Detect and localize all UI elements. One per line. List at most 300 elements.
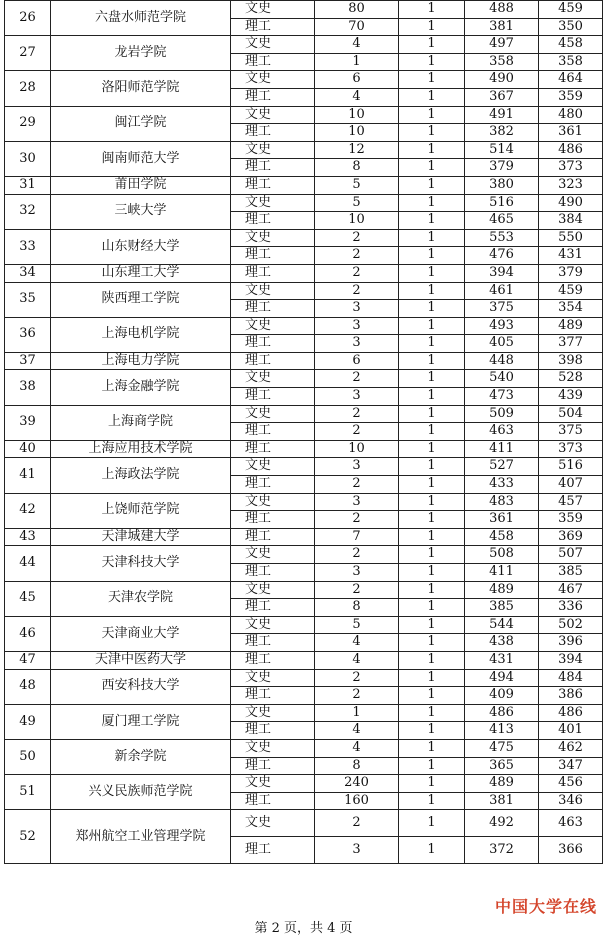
min-score: 457 — [539, 493, 603, 511]
row-number: 35 — [5, 282, 51, 317]
plan-count: 2 — [315, 282, 399, 300]
row-number: 52 — [5, 810, 51, 864]
batch-code: 1 — [399, 282, 465, 300]
school-name: 天津商业大学 — [51, 616, 231, 651]
max-score: 381 — [465, 792, 539, 810]
min-score: 366 — [539, 837, 603, 864]
max-score: 488 — [465, 1, 539, 19]
max-score: 409 — [465, 687, 539, 705]
row-number: 50 — [5, 739, 51, 774]
batch-code: 1 — [399, 106, 465, 124]
min-score: 379 — [539, 264, 603, 282]
max-score: 492 — [465, 810, 539, 837]
plan-count: 2 — [315, 229, 399, 247]
table-row — [5, 370, 603, 388]
subject-category: 理工 — [231, 53, 315, 71]
min-score: 347 — [539, 757, 603, 775]
row-number: 32 — [5, 194, 51, 229]
table-row — [5, 704, 603, 722]
max-score: 438 — [465, 634, 539, 652]
min-score: 458 — [539, 36, 603, 54]
subject-category: 理工 — [231, 722, 315, 740]
max-score: 527 — [465, 458, 539, 476]
school-name: 兴义民族师范学院 — [51, 775, 231, 810]
min-score: 377 — [539, 335, 603, 353]
school-name: 山东财经大学 — [51, 229, 231, 264]
table-row — [5, 229, 603, 247]
plan-count: 8 — [315, 599, 399, 617]
batch-code: 1 — [399, 141, 465, 159]
school-name: 西安科技大学 — [51, 669, 231, 704]
max-score: 475 — [465, 739, 539, 757]
max-score: 483 — [465, 493, 539, 511]
batch-code: 1 — [399, 440, 465, 458]
batch-code: 1 — [399, 370, 465, 388]
max-score: 361 — [465, 511, 539, 529]
plan-count: 3 — [315, 300, 399, 318]
school-name: 天津中医药大学 — [51, 651, 231, 669]
row-number: 33 — [5, 229, 51, 264]
max-score: 379 — [465, 159, 539, 177]
max-score: 461 — [465, 282, 539, 300]
batch-code: 1 — [399, 564, 465, 582]
batch-code: 1 — [399, 1, 465, 19]
subject-category: 文史 — [231, 282, 315, 300]
batch-code: 1 — [399, 704, 465, 722]
subject-category: 文史 — [231, 229, 315, 247]
table-row — [5, 493, 603, 511]
plan-count: 10 — [315, 440, 399, 458]
min-score: 350 — [539, 18, 603, 36]
batch-code: 1 — [399, 775, 465, 793]
table-row — [5, 317, 603, 335]
table-row — [5, 739, 603, 757]
max-score: 494 — [465, 669, 539, 687]
plan-count: 1 — [315, 53, 399, 71]
table-row — [5, 669, 603, 687]
max-score: 367 — [465, 88, 539, 106]
row-number: 28 — [5, 71, 51, 106]
row-number: 30 — [5, 141, 51, 176]
subject-category: 理工 — [231, 352, 315, 370]
plan-count: 5 — [315, 194, 399, 212]
min-score: 489 — [539, 317, 603, 335]
table-row — [5, 71, 603, 89]
subject-category: 理工 — [231, 159, 315, 177]
row-number: 44 — [5, 546, 51, 581]
table-row — [5, 106, 603, 124]
plan-count: 6 — [315, 352, 399, 370]
plan-count: 2 — [315, 581, 399, 599]
subject-category: 文史 — [231, 775, 315, 793]
plan-count: 4 — [315, 722, 399, 740]
school-name: 新余学院 — [51, 739, 231, 774]
school-name: 天津城建大学 — [51, 528, 231, 546]
batch-code: 1 — [399, 651, 465, 669]
max-score: 553 — [465, 229, 539, 247]
subject-category: 理工 — [231, 511, 315, 529]
max-score: 490 — [465, 71, 539, 89]
row-number: 36 — [5, 317, 51, 352]
plan-count: 3 — [315, 837, 399, 864]
plan-count: 3 — [315, 564, 399, 582]
max-score: 381 — [465, 18, 539, 36]
subject-category: 理工 — [231, 18, 315, 36]
batch-code: 1 — [399, 757, 465, 775]
subject-category: 文史 — [231, 1, 315, 19]
plan-count: 3 — [315, 458, 399, 476]
max-score: 385 — [465, 599, 539, 617]
subject-category: 文史 — [231, 194, 315, 212]
plan-count: 4 — [315, 36, 399, 54]
min-score: 463 — [539, 810, 603, 837]
plan-count: 7 — [315, 528, 399, 546]
row-number: 37 — [5, 352, 51, 370]
subject-category: 理工 — [231, 388, 315, 406]
plan-count: 80 — [315, 1, 399, 19]
max-score: 358 — [465, 53, 539, 71]
plan-count: 4 — [315, 739, 399, 757]
max-score: 516 — [465, 194, 539, 212]
school-name: 上海应用技术学院 — [51, 440, 231, 458]
subject-category: 文史 — [231, 704, 315, 722]
plan-count: 240 — [315, 775, 399, 793]
max-score: 514 — [465, 141, 539, 159]
max-score: 382 — [465, 124, 539, 142]
plan-count: 2 — [315, 687, 399, 705]
min-score: 431 — [539, 247, 603, 265]
max-score: 486 — [465, 704, 539, 722]
batch-code: 1 — [399, 71, 465, 89]
plan-count: 10 — [315, 124, 399, 142]
batch-code: 1 — [399, 511, 465, 529]
batch-code: 1 — [399, 317, 465, 335]
subject-category: 理工 — [231, 757, 315, 775]
batch-code: 1 — [399, 493, 465, 511]
school-name: 洛阳师范学院 — [51, 71, 231, 106]
subject-category: 理工 — [231, 423, 315, 441]
school-name: 上海政法学院 — [51, 458, 231, 493]
batch-code: 1 — [399, 837, 465, 864]
max-score: 372 — [465, 837, 539, 864]
batch-code: 1 — [399, 388, 465, 406]
school-name: 上海电力学院 — [51, 352, 231, 370]
max-score: 411 — [465, 440, 539, 458]
table-body — [5, 1, 603, 864]
min-score: 490 — [539, 194, 603, 212]
batch-code: 1 — [399, 616, 465, 634]
subject-category: 理工 — [231, 124, 315, 142]
max-score: 380 — [465, 176, 539, 194]
plan-count: 2 — [315, 370, 399, 388]
batch-code: 1 — [399, 300, 465, 318]
max-score: 458 — [465, 528, 539, 546]
batch-code: 1 — [399, 722, 465, 740]
max-score: 497 — [465, 36, 539, 54]
min-score: 394 — [539, 651, 603, 669]
batch-code: 1 — [399, 423, 465, 441]
school-name: 上海商学院 — [51, 405, 231, 440]
plan-count: 2 — [315, 476, 399, 494]
subject-category: 文史 — [231, 317, 315, 335]
school-name: 陕西理工学院 — [51, 282, 231, 317]
table-row — [5, 352, 603, 370]
plan-count: 6 — [315, 71, 399, 89]
plan-count: 3 — [315, 493, 399, 511]
subject-category: 文史 — [231, 739, 315, 757]
batch-code: 1 — [399, 739, 465, 757]
school-name: 闽江学院 — [51, 106, 231, 141]
subject-category: 理工 — [231, 247, 315, 265]
plan-count: 10 — [315, 106, 399, 124]
batch-code: 1 — [399, 792, 465, 810]
subject-category: 理工 — [231, 476, 315, 494]
school-name: 郑州航空工业管理学院 — [51, 810, 231, 864]
max-score: 540 — [465, 370, 539, 388]
row-number: 45 — [5, 581, 51, 616]
max-score: 473 — [465, 388, 539, 406]
row-number: 42 — [5, 493, 51, 528]
min-score: 504 — [539, 405, 603, 423]
batch-code: 1 — [399, 229, 465, 247]
max-score: 544 — [465, 616, 539, 634]
min-score: 407 — [539, 476, 603, 494]
min-score: 396 — [539, 634, 603, 652]
row-number: 47 — [5, 651, 51, 669]
max-score: 491 — [465, 106, 539, 124]
row-number: 40 — [5, 440, 51, 458]
min-score: 459 — [539, 1, 603, 19]
min-score: 486 — [539, 704, 603, 722]
min-score: 507 — [539, 546, 603, 564]
plan-count: 10 — [315, 212, 399, 230]
batch-code: 1 — [399, 810, 465, 837]
min-score: 323 — [539, 176, 603, 194]
row-number: 41 — [5, 458, 51, 493]
subject-category: 文史 — [231, 458, 315, 476]
row-number: 38 — [5, 370, 51, 405]
plan-count: 2 — [315, 423, 399, 441]
max-score: 493 — [465, 317, 539, 335]
max-score: 431 — [465, 651, 539, 669]
batch-code: 1 — [399, 124, 465, 142]
min-score: 361 — [539, 124, 603, 142]
max-score: 489 — [465, 581, 539, 599]
school-name: 莆田学院 — [51, 176, 231, 194]
plan-count: 4 — [315, 634, 399, 652]
max-score: 463 — [465, 423, 539, 441]
min-score: 359 — [539, 88, 603, 106]
table-row — [5, 282, 603, 300]
subject-category: 理工 — [231, 651, 315, 669]
min-score: 384 — [539, 212, 603, 230]
min-score: 456 — [539, 775, 603, 793]
max-score: 411 — [465, 564, 539, 582]
plan-count: 2 — [315, 264, 399, 282]
batch-code: 1 — [399, 159, 465, 177]
plan-count: 5 — [315, 616, 399, 634]
min-score: 484 — [539, 669, 603, 687]
min-score: 467 — [539, 581, 603, 599]
min-score: 354 — [539, 300, 603, 318]
min-score: 528 — [539, 370, 603, 388]
max-score: 413 — [465, 722, 539, 740]
plan-count: 3 — [315, 335, 399, 353]
batch-code: 1 — [399, 669, 465, 687]
batch-code: 1 — [399, 528, 465, 546]
table-row — [5, 616, 603, 634]
batch-code: 1 — [399, 546, 465, 564]
row-number: 49 — [5, 704, 51, 739]
min-score: 373 — [539, 440, 603, 458]
subject-category: 理工 — [231, 264, 315, 282]
table-row — [5, 440, 603, 458]
row-number: 48 — [5, 669, 51, 704]
subject-category: 文史 — [231, 141, 315, 159]
plan-count: 8 — [315, 159, 399, 177]
row-number: 31 — [5, 176, 51, 194]
min-score: 346 — [539, 792, 603, 810]
batch-code: 1 — [399, 581, 465, 599]
table-row — [5, 546, 603, 564]
subject-category: 文史 — [231, 810, 315, 837]
batch-code: 1 — [399, 335, 465, 353]
min-score: 459 — [539, 282, 603, 300]
subject-category: 理工 — [231, 687, 315, 705]
subject-category: 文史 — [231, 370, 315, 388]
school-name: 天津科技大学 — [51, 546, 231, 581]
plan-count: 2 — [315, 810, 399, 837]
plan-count: 160 — [315, 792, 399, 810]
school-name: 闽南师范大学 — [51, 141, 231, 176]
subject-category: 理工 — [231, 176, 315, 194]
table-row — [5, 810, 603, 837]
batch-code: 1 — [399, 88, 465, 106]
batch-code: 1 — [399, 599, 465, 617]
school-name: 天津农学院 — [51, 581, 231, 616]
table-row — [5, 405, 603, 423]
subject-category: 文史 — [231, 581, 315, 599]
min-score: 386 — [539, 687, 603, 705]
plan-count: 2 — [315, 405, 399, 423]
admission-table — [4, 0, 603, 864]
subject-category: 文史 — [231, 546, 315, 564]
table-row — [5, 176, 603, 194]
batch-code: 1 — [399, 212, 465, 230]
subject-category: 理工 — [231, 528, 315, 546]
min-score: 550 — [539, 229, 603, 247]
subject-category: 理工 — [231, 599, 315, 617]
table-row — [5, 36, 603, 54]
batch-code: 1 — [399, 476, 465, 494]
max-score: 394 — [465, 264, 539, 282]
plan-count: 3 — [315, 388, 399, 406]
batch-code: 1 — [399, 458, 465, 476]
max-score: 476 — [465, 247, 539, 265]
subject-category: 理工 — [231, 440, 315, 458]
row-number: 43 — [5, 528, 51, 546]
school-name: 上饶师范学院 — [51, 493, 231, 528]
row-number: 34 — [5, 264, 51, 282]
subject-category: 文史 — [231, 71, 315, 89]
school-name: 山东理工大学 — [51, 264, 231, 282]
subject-category: 理工 — [231, 88, 315, 106]
subject-category: 理工 — [231, 564, 315, 582]
table-row — [5, 528, 603, 546]
subject-category: 文史 — [231, 405, 315, 423]
row-number: 29 — [5, 106, 51, 141]
min-score: 439 — [539, 388, 603, 406]
batch-code: 1 — [399, 176, 465, 194]
max-score: 508 — [465, 546, 539, 564]
batch-code: 1 — [399, 53, 465, 71]
min-score: 502 — [539, 616, 603, 634]
min-score: 462 — [539, 739, 603, 757]
plan-count: 2 — [315, 669, 399, 687]
batch-code: 1 — [399, 687, 465, 705]
plan-count: 8 — [315, 757, 399, 775]
school-name: 龙岩学院 — [51, 36, 231, 71]
plan-count: 2 — [315, 511, 399, 529]
watermark-logo: 中国大学在线 — [494, 897, 597, 916]
subject-category: 文史 — [231, 106, 315, 124]
plan-count: 1 — [315, 704, 399, 722]
school-name: 厦门理工学院 — [51, 704, 231, 739]
max-score: 375 — [465, 300, 539, 318]
subject-category: 理工 — [231, 792, 315, 810]
min-score: 385 — [539, 564, 603, 582]
row-number: 46 — [5, 616, 51, 651]
min-score: 369 — [539, 528, 603, 546]
min-score: 464 — [539, 71, 603, 89]
min-score: 401 — [539, 722, 603, 740]
batch-code: 1 — [399, 247, 465, 265]
plan-count: 4 — [315, 651, 399, 669]
min-score: 486 — [539, 141, 603, 159]
page-footer: 第 2 页，共 4 页 — [254, 921, 353, 936]
table-row — [5, 775, 603, 793]
plan-count: 2 — [315, 546, 399, 564]
min-score: 358 — [539, 53, 603, 71]
plan-count: 5 — [315, 176, 399, 194]
plan-count: 70 — [315, 18, 399, 36]
subject-category: 文史 — [231, 669, 315, 687]
max-score: 509 — [465, 405, 539, 423]
table-row — [5, 141, 603, 159]
max-score: 489 — [465, 775, 539, 793]
min-score: 373 — [539, 159, 603, 177]
table-row — [5, 581, 603, 599]
plan-count: 4 — [315, 88, 399, 106]
max-score: 448 — [465, 352, 539, 370]
batch-code: 1 — [399, 194, 465, 212]
table-row — [5, 194, 603, 212]
table-row — [5, 264, 603, 282]
max-score: 405 — [465, 335, 539, 353]
subject-category: 理工 — [231, 300, 315, 318]
subject-category: 理工 — [231, 212, 315, 230]
subject-category: 文史 — [231, 493, 315, 511]
row-number: 27 — [5, 36, 51, 71]
max-score: 433 — [465, 476, 539, 494]
school-name: 六盘水师范学院 — [51, 1, 231, 36]
subject-category: 文史 — [231, 36, 315, 54]
batch-code: 1 — [399, 36, 465, 54]
row-number: 26 — [5, 1, 51, 36]
max-score: 365 — [465, 757, 539, 775]
min-score: 359 — [539, 511, 603, 529]
table-row — [5, 1, 603, 19]
